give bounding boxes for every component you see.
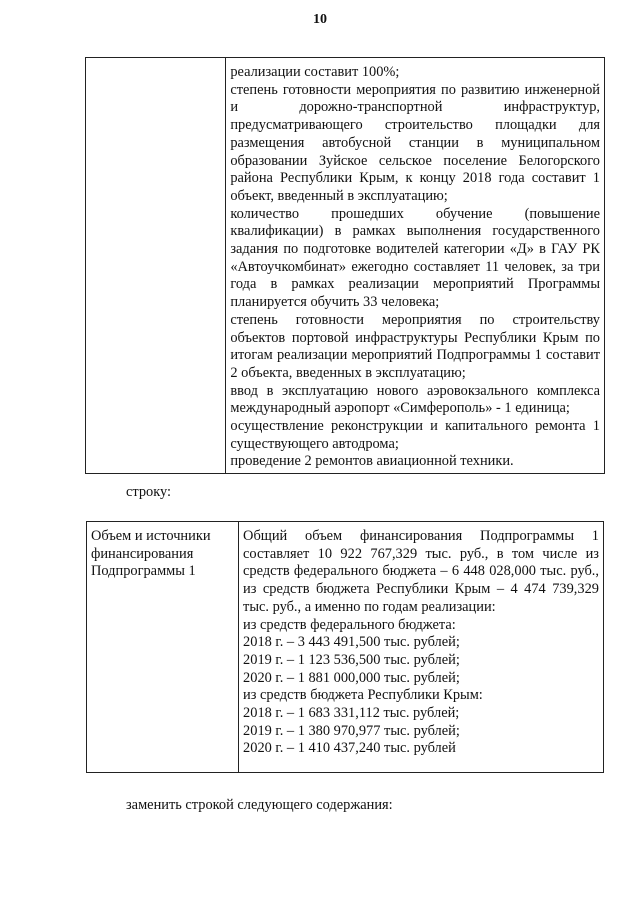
table-cell-right bbox=[226, 58, 605, 474]
paragraph-line: проведение 2 ремонтов авиационной техники. bbox=[230, 453, 514, 470]
paragraph-line: количество прошедших обучение (повышение квалификации) в рамках выполнения государственного задания по подготовке водителей категории «Д» в ГАУ РК «Автоучкомбинат» ежегодно составляет 11 человек, за три года в рамках реализации мероприятий Программы планируется обучить 33 человека; bbox=[230, 205, 600, 311]
table-cell-value bbox=[239, 522, 604, 773]
instruction-text: строку: bbox=[126, 484, 172, 500]
paragraph-line: 2020 г. – 1 410 437,240 тыс. рублей bbox=[243, 740, 456, 757]
paragraph-line: степень готовности мероприятия по строительству объектов портовой инфраструктуры Республики Крым по итогам реализации мероприятий Подпрограммы 1 составит 2 объекта, введенных в эксплуатацию; bbox=[230, 311, 600, 381]
table-cell-label: Объем и источники финансирования Подпрограммы 1 bbox=[87, 522, 239, 773]
paragraph-line: 2019 г. – 1 380 970,977 тыс. рублей; bbox=[243, 722, 460, 739]
table-row bbox=[86, 58, 605, 474]
paragraph-line: ввод в эксплуатацию нового аэровокзального комплекса международный аэропорт «Симферополь» - 1 единица; bbox=[230, 382, 600, 417]
continuation-table bbox=[85, 57, 605, 474]
paragraph-line: степень готовности мероприятия по развитию инженерной и дорожно-транспортной инфраструктур, предусматривающего строительство площадки для размещения автобусной станции в муниципальном образовании Зуйское сельское поселение Белогорского района Республики Крым, к концу 2018 года составит 1 объект, введенный в эксплуатацию; bbox=[230, 81, 600, 204]
financing-table bbox=[86, 521, 604, 773]
instruction-text: заменить строкой следующего содержания: bbox=[126, 797, 393, 813]
paragraph-line: реализации составит 100%; bbox=[230, 64, 400, 80]
paragraph-line: 2018 г. – 3 443 491,500 тыс. рублей; bbox=[243, 634, 460, 651]
page-number: 10 bbox=[313, 12, 327, 27]
paragraph-line: 2019 г. – 1 123 536,500 тыс. рублей; bbox=[243, 651, 460, 668]
table-cell-left bbox=[86, 58, 226, 474]
paragraph-line: 2018 г. – 1 683 331,112 тыс. рублей; bbox=[243, 705, 460, 722]
paragraph-line: из средств федерального бюджета: bbox=[243, 616, 456, 633]
paragraph-line: осуществление реконструкции и капитального ремонта 1 существующего автодрома; bbox=[230, 418, 600, 452]
paragraph-line: 2020 г. – 1 881 000,000 тыс. рублей; bbox=[243, 669, 460, 686]
paragraph-line: из средств бюджета Республики Крым: bbox=[243, 687, 483, 704]
paragraph-line: Общий объем финансирования Подпрограммы 1 составляет 10 922 767,329 тыс. руб., в том числе из средств федерального бюджета – 6 448 028,000 тыс. руб., из средств бюджета Республики Крым – 4 474 739,329 тыс. руб., а именно по годам реализации: bbox=[243, 528, 599, 615]
table-row bbox=[87, 522, 604, 773]
